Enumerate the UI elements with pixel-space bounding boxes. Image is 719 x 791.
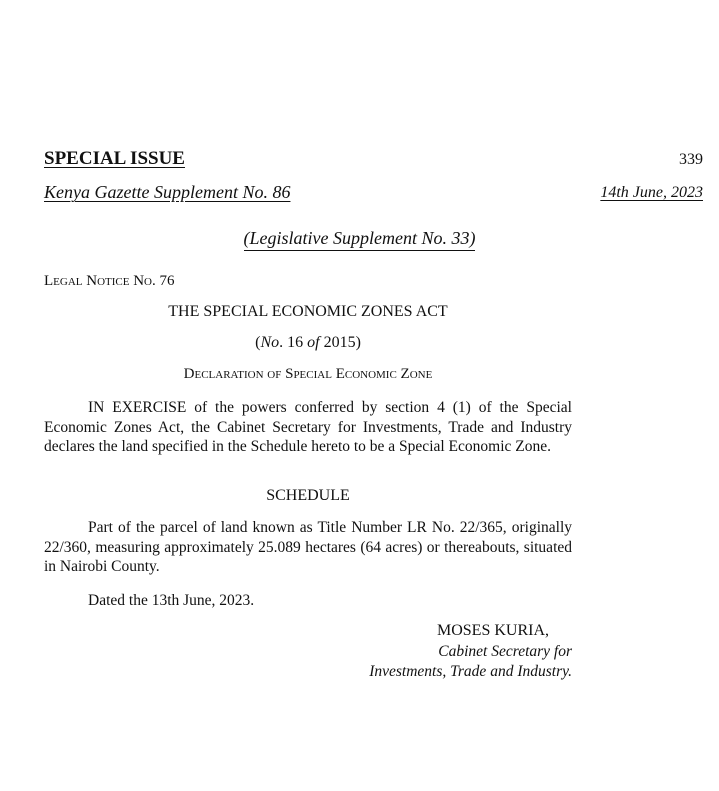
gazette-title: Kenya Gazette Supplement No. 86	[44, 182, 291, 202]
legal-notice-value: 76	[159, 273, 175, 289]
legal-notice-label: Legal Notice No.	[44, 273, 156, 289]
act-number-year: 2015)	[319, 334, 361, 351]
declaration-heading: Declaration of Special Economic Zone	[183, 366, 433, 382]
act-number-label: No	[260, 334, 280, 351]
act-number-of: of	[307, 334, 320, 351]
schedule-paragraph: Part of the parcel of land known as Title Number LR No. 22/365, originally 22/360, measuring approximately 25.089 hectares (64 acres) or thereabouts, situated in Nairobi County.	[44, 519, 572, 576]
act-number-value: . 16	[279, 334, 308, 351]
dated-line: Dated the 13th June, 2023.	[88, 592, 255, 609]
legislative-supplement	[0, 228, 719, 249]
issue-date: 14th June, 2023	[600, 184, 703, 201]
act-number-open: (	[255, 334, 261, 351]
act-number	[44, 334, 572, 352]
page-number: 339	[679, 151, 703, 168]
act-title: THE SPECIAL ECONOMIC ZONES ACT	[168, 303, 448, 320]
special-issue-heading: SPECIAL ISSUE	[44, 148, 185, 169]
signatory-title-line-1: Cabinet Secretary for	[438, 643, 572, 660]
signatory-name: MOSES KURIA,	[436, 622, 549, 639]
exercise-paragraph: IN EXERCISE of the powers conferred by section 4 (1) of the Special Economic Zones Act, the Cabinet Secretary for Investments, Trade and Industry declares the land specified in the Schedule hereto to be a Special Economic Zone.	[44, 399, 572, 456]
legislative-supplement-text: (Legislative Supplement No. 33)	[244, 228, 476, 251]
legal-notice-number	[44, 273, 174, 290]
signatory-title-line-2: Investments, Trade and Industry.	[369, 663, 572, 680]
schedule-heading: SCHEDULE	[266, 487, 350, 504]
